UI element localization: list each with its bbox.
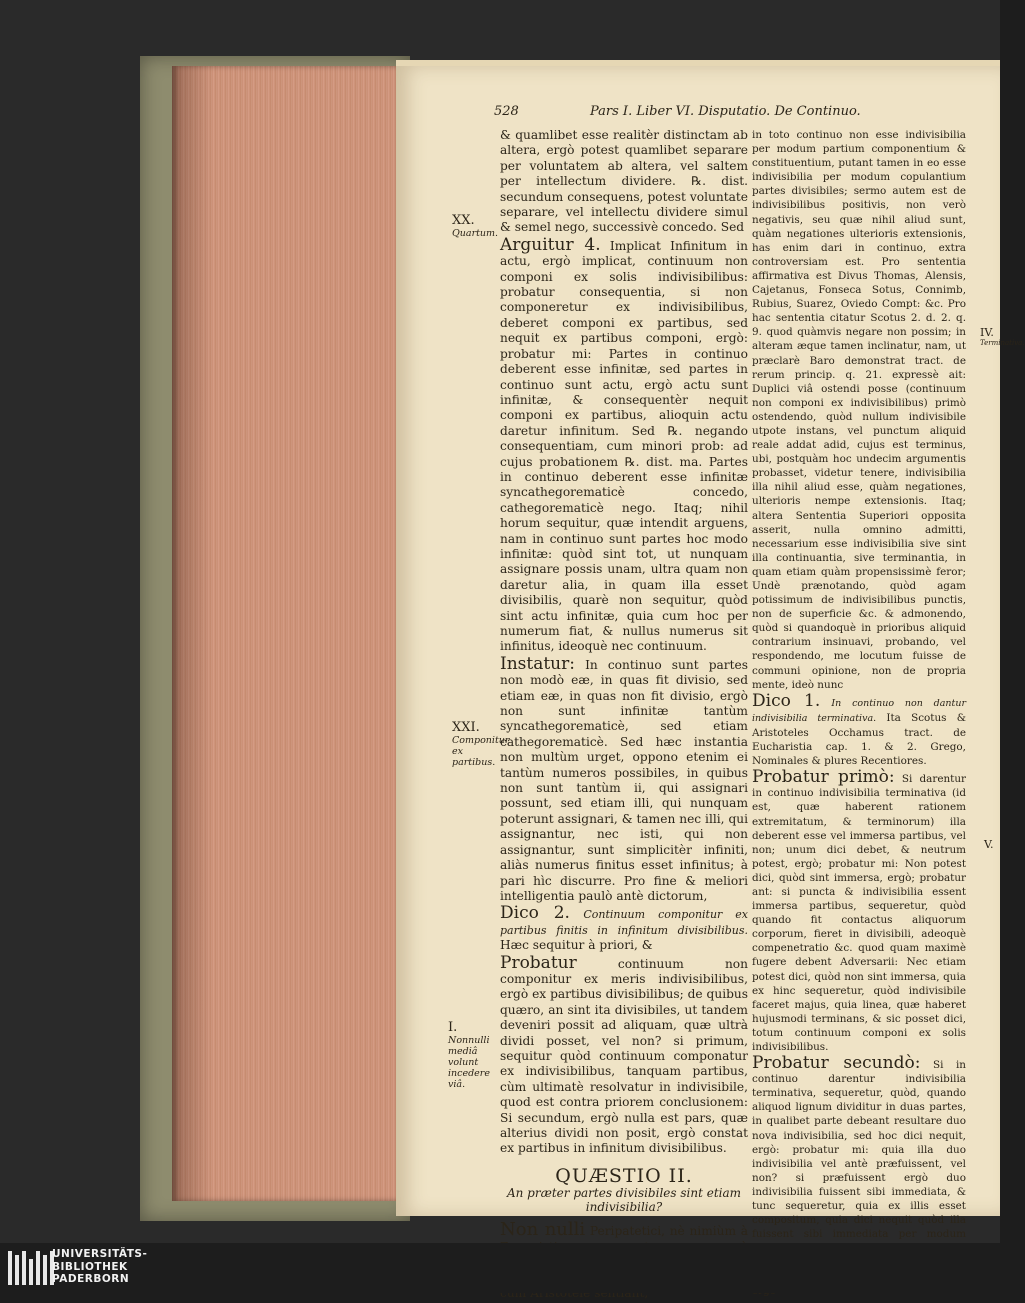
right-paragraph-2: Dico 1. In continuo non dantur indivisibilia terminativa. Ita Scotus & Aristoteles Occhamus tract. de Eucharistia cap. 1. & 2. Grego, Nominales & plures Recentiores. bbox=[752, 690, 966, 768]
left-paragraph-1: & quamlibet esse realitèr distinctam ab altera, ergò potest quamlibet separare per voluntatem ab altera, vel saltem per intellectum dividere. ℞. dist. secundum consequens, potest voluntate separare, vel intellectu dividere simul & semel nego, successivè concedo. Sed bbox=[500, 128, 748, 235]
left-paragraph-3: Instatur: In continuo sunt partes non modò eæ, in quas fit divisio, sed etiam eæ, in quas non fit divisio, ergò non sunt infinitæ tantùm syncathegorematicè, sed etiam cathegorematicè. Sed hæc instantia non multùm urget, oppono etenim ei tantùm numeros possibiles, in quibus non sunt tantùm ii, qui assignari possunt, sed etiam illi, qui nunquam poterunt assignari, & tamen nec illi, qui assignantur, nec isti, qui non assignantur, sunt simplicitèr infiniti, aliàs numerus finitus esset infinitus; à pari hìc discurre. Pro fine & meliori intelligentia paulò antè dictorum, bbox=[500, 653, 748, 903]
left-paragraph-6: Non nulli Peripatetici, nè nimiùm à bbox=[500, 1219, 749, 1241]
left-paragraph-5: Probatur continuum non componitur ex meris indivisibilibus, ergò ex partibus divisibilibus; de quibus quæro, an sint ita divisibiles, ut tandem deveniri possit ad aliquam, quæ ultrà dividi posset, vel non? si primum, sequitur quòd continuum componatur ex indivisibilibus, tanquam partibus, cùm ultimatè resolvatur in indivisibile, quod est contra priorem conclusionem: Si secundum, ergò nulla est pars, quæ alterius dividi non posit, ergò constat ex partibus in infinitum divisibilibus. bbox=[500, 952, 748, 1156]
margin-note-xxi: XXI. Componitur ex partibus. bbox=[452, 720, 510, 768]
margin-note-i: I. Nonnulli mediâ volunt incedere viâ. bbox=[448, 1020, 490, 1090]
right-text-column bbox=[752, 128, 966, 1300]
margin-note-v: V. bbox=[984, 838, 994, 851]
page-number: 528 bbox=[494, 104, 519, 119]
margin-note-iv: IV. Terminativa. bbox=[980, 326, 1025, 347]
page-edges-shadow bbox=[172, 66, 212, 1201]
library-logo-icon bbox=[8, 1251, 54, 1285]
library-footer bbox=[0, 1243, 1000, 1293]
question-heading: QUÆSTIO II. bbox=[555, 1164, 693, 1187]
left-paragraph-2: Arguitur 4. Implicat Infinitum in actu, ergò implicat, continuum non componi ex solis indivisibilibus: probatur consequentia, si non componeretur ex indivisibilibus, deberet componi ex partibus, sed nequit ex partibus componi, ergò: probatur mi: Partes in continuo deberent esse infinitæ, sed partes in continuo sunt actu, ergò actu sunt infinitæ, & consequentèr nequit componi ex partibus, alioquin actu daretur infinitum. Sed ℞. negando consequentiam, cum minori prob: ad cujus probationem ℞. dist. ma. Partes in continuo deberent esse infinitæ syncathegorematicè concedo, cathegorematicè nego. Itaq; nihil horum sequitur, quæ intendit arguens, nam in continuo sunt partes hoc modo infinitæ: quòd sint tot, ut nunquam assignare possis unam, ultra quam non daretur alia, in quam illa esset divisibilis, quarè non sequitur, quòd sint actu infinitæ, quia cum hoc per numerum fiat, & nullus numerus sit infinitus, ideoquè nec continuum. bbox=[500, 234, 748, 654]
left-paragraph-4: Dico 2. Continuum componitur ex partibus finitis in infinitum divisibilibus. Hæc sequitur à priori, & bbox=[500, 903, 749, 953]
right-paragraph-3: Probatur primò: Si darentur in continuo indivisibilia terminativa (id est, quæ haberent rationem extremitatum, & terminorum) illa deberent esse vel immersa partibus, vel non; unum dici debet, & neutrum potest, ergò; probatur mi: Non potest dici, quòd sint immersa, ergò; probatur ant: si puncta & indivisibilia essent immersa partibus, sequeretur, quòd quando fit contactus aliquorum corporum, fieret in divisibili, adeoquè compenetratio &c. quod quam maximè fugere debent Adversarii: Nec etiam potest dici, quòd non sint immersa, quia ex hinc sequeretur, quòd indivisibile faceret majus, quia linea, quæ haberet hujusmodi terminans, & sic posset dici, totum continuum componi ex solis indivisibilibus. bbox=[752, 767, 967, 1053]
left-text-column bbox=[500, 128, 748, 1303]
margin-note-xx: XX. Quartum. bbox=[452, 213, 499, 239]
right-paragraph-1: in toto continuo non esse indivisibilia per modum partium componentium & constituentium, putant tamen in eo esse indivisibilia per modum copulantium partes divisibiles; sermo autem est de indivisibilibus positivis, non verò negativis, seu quæ nihil aliud sunt, quàm negationes ulterioris extensionis, has enim dari in continuo, extra controversiam est. Pro sententia affirmativa est Divus Thomas, Alensis, Cajetanus, Fonseca Sotus, Connimb, Rubius, Suarez, Oviedo Compt: &c. Pro hac sententia citatur Scotus 2. d. 2. q. 9. quod quàmvis negare non possim; in alteram æque tamen inclinatur, nam, ut præclarè Baro demonstrat tract. de rerum princip. q. 21. expressè ait: Duplici viâ ostendi posse (continuum non componi ex indivisibilibus) primò ostendendo, quòd nullum indivisibile utpote instans, vel punctum aliquid reale addat adid, cujus est terminus, ubi, postquàm hoc undecim argumentis probasset, videtur tenere, indivisibilia illa nihil aliud esse, quàm negationes, ulterioris nempe extensionis. Itaq; altera Sententia Superiori opposita asserit, nulla omnino admitti, necessarium esse indivisibilia sive sint illa continuantia, sive terminantia, in quam etiam quàm propensissimè feror; Undè prænotando, quòd agam potissimum de indivisibilibus punctis, non de superficie &c. & admonendo, quòd si quandoquè in prioribus aliquid contrarium insinuavi, probando, vel respondendo, me locutum fuisse de communi opinione, non de propria mente, ideò nunc bbox=[752, 129, 966, 691]
library-name: UNIVERSITÄTS- BIBLIOTHEK PADERBORN bbox=[52, 1248, 148, 1285]
running-title: Pars I. Liber VI. Disputatio. De Continuo. bbox=[590, 104, 861, 119]
question-subheading: An præter partes divisibiles sint etiam indivisibilia? bbox=[506, 1186, 742, 1215]
right-paragraph-4: Probatur secundò: Si in continuo darentur indivisibilia terminativa, sequeretur, quòd, quando aliquod lignum dividitur in duas partes, in qualibet parte debeant resultare duo nova indivisibilia, sed hoc dici nequit, ergò: probatur mi: quia illa duo indivisibilia vel antè præfuissent, vel non? si præfuissent ergò duo indivisibilia fuissent sibi immediata, & tunc sequeretur, quia ex illis esset compositum, quia dici nequit quòd illa fuissent sibi immediata per modum bbox=[752, 1053, 966, 1241]
